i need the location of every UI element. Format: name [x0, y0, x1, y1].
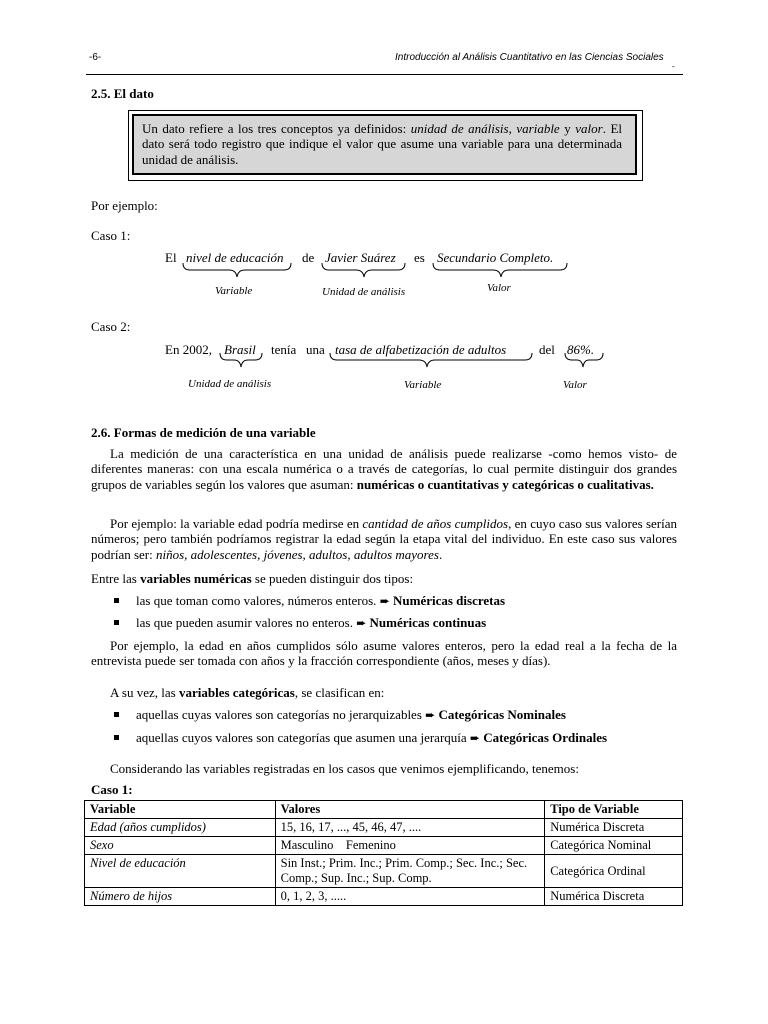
paragraph-3: Entre las variables numéricas se pueden distinguir dos tipos:: [91, 571, 414, 586]
label-variable: Variable: [215, 285, 253, 297]
por-ejemplo: Por ejemplo:: [91, 198, 158, 213]
paragraph-5: A su vez, las variables categóricas, se clasifican en:: [110, 685, 385, 700]
bullet-icon: [114, 598, 119, 603]
brace-unidad: [322, 263, 405, 277]
section-title-2-5: 2.5. El dato: [91, 86, 154, 101]
caso1-unidad-term: Javier Suárez: [325, 250, 396, 265]
label-valor-2: Valor: [563, 379, 587, 391]
caso2-word: En 2002,: [165, 342, 212, 357]
table-cell: Número de hijos: [85, 888, 276, 906]
table-cell: Masculino Femenino: [275, 837, 545, 855]
page-number: -6-: [89, 52, 102, 63]
header-mark: -: [672, 62, 675, 71]
paragraph-2: Por ejemplo: la variable edad podría medirse en cantidad de años cumplidos, en cuyo caso sus valores serían números; pero también podríamos registrar la edad según la etapa vital del individuo. En este caso sus valores podrían ser: niños, adolescentes, jóvenes, adultos, adultos mayores.: [91, 516, 678, 562]
caso1-table-label: Caso 1:: [91, 782, 133, 797]
bullet-icon: [114, 735, 119, 740]
table-row: [85, 837, 683, 855]
running-title: Introducción al Análisis Cuantitativo en las Ciencias Sociales: [395, 52, 664, 63]
table-cell: Edad (años cumplidos): [85, 819, 276, 837]
bullet-icon: [114, 712, 119, 717]
label-valor: Valor: [487, 282, 511, 294]
caso1-word: es: [414, 250, 425, 265]
table-cell: Categórica Nominal: [545, 837, 683, 855]
paragraph-1: La medición de una característica en una unidad de análisis puede realizarse -como hemos visto- de diferentes maneras: con una escala numérica o a través de categorías, lo cual permite distinguir dos grandes grupos de variables según los valores que asuman: numéricas o cuantitativas y categóricas o cualitativas.: [91, 446, 677, 492]
table-header: Tipo de Variable: [545, 801, 683, 819]
table-cell: Numérica Discreta: [545, 819, 683, 837]
caso2-variable-term: tasa de alfabetización de adultos: [335, 342, 507, 357]
arrow-icon: ➨: [379, 594, 390, 608]
bullet-icon: [114, 620, 119, 625]
caso1-valor-term: Secundario Completo.: [437, 250, 554, 265]
label-unidad: Unidad de análisis: [322, 286, 406, 298]
paragraph-6: Considerando las variables registradas en los casos que venimos ejemplificando, tenemos:: [110, 761, 579, 776]
table-cell: 0, 1, 2, 3, .....: [275, 888, 545, 906]
table-header: Valores: [275, 801, 545, 819]
caso1-braces: [0, 0, 768, 400]
caso2-word: tenía: [271, 342, 297, 357]
caso2-label: Caso 2:: [91, 319, 131, 334]
arrow-icon: ➨: [425, 708, 436, 722]
table-header: Variable: [85, 801, 276, 819]
table-cell: Numérica Discreta: [545, 888, 683, 906]
caso1-variable-term: nivel de educación: [186, 250, 284, 265]
brace-valor: [433, 263, 567, 277]
arrow-icon: ➨: [356, 616, 367, 630]
table-cell: Sin Inst.; Prim. Inc.; Prim. Comp.; Sec. Inc.; Sec. Comp.; Sup. Inc.; Sup. Comp.: [275, 855, 545, 888]
table-cell: Sexo: [85, 837, 276, 855]
arrow-icon: ➨: [469, 731, 480, 745]
table-cell: Categórica Ordinal: [545, 855, 683, 888]
label-variable-2: Variable: [404, 379, 442, 391]
table-row: [85, 888, 683, 906]
caso2-unidad-term: Brasil: [224, 342, 256, 357]
table-row: [85, 819, 683, 837]
table-row: [85, 855, 683, 888]
list-item: las que toman como valores, números enteros. ➨ Numéricas discretas: [114, 593, 505, 609]
caso2-word: del: [539, 342, 555, 357]
section-title-2-6: 2.6. Formas de medición de una variable: [91, 425, 316, 440]
definition-text: Un dato refiere a los tres conceptos ya definidos: unidad de análisis, variable y valor. El dato será todo registro que indique el valor que asume una variable para una determinada unidad de análisis.: [142, 121, 623, 167]
caso1-word: de: [302, 250, 315, 265]
table-cell: 15, 16, 17, ..., 45, 46, 47, ....: [275, 819, 545, 837]
list-item: aquellas cuyas valores son categorías no jerarquizables ➨ Categóricas Nominales: [114, 707, 566, 723]
table-header-row: [85, 801, 683, 819]
list-item: las que pueden asumir valores no enteros. ➨ Numéricas continuas: [114, 615, 486, 631]
label-unidad-2: Unidad de análisis: [188, 378, 272, 390]
table-cell: Nivel de educación: [85, 855, 276, 888]
caso1-label: Caso 1:: [91, 228, 131, 243]
list-item: aquellas cuyos valores son categorías que asumen una jerarquía ➨ Categóricas Ordinales: [114, 730, 607, 746]
variables-table: [84, 800, 683, 906]
caso2-word: una: [306, 342, 325, 357]
caso1-word: El: [165, 250, 177, 265]
brace-variable: [183, 263, 291, 277]
paragraph-4: Por ejemplo, la edad en años cumplidos sólo asume valores enteros, pero la edad real a la fecha de la entrevista puede ser tomada con años y la fracción correspondiente (años, meses y días).: [91, 638, 677, 669]
caso2-valor-term: 86%.: [567, 342, 595, 357]
